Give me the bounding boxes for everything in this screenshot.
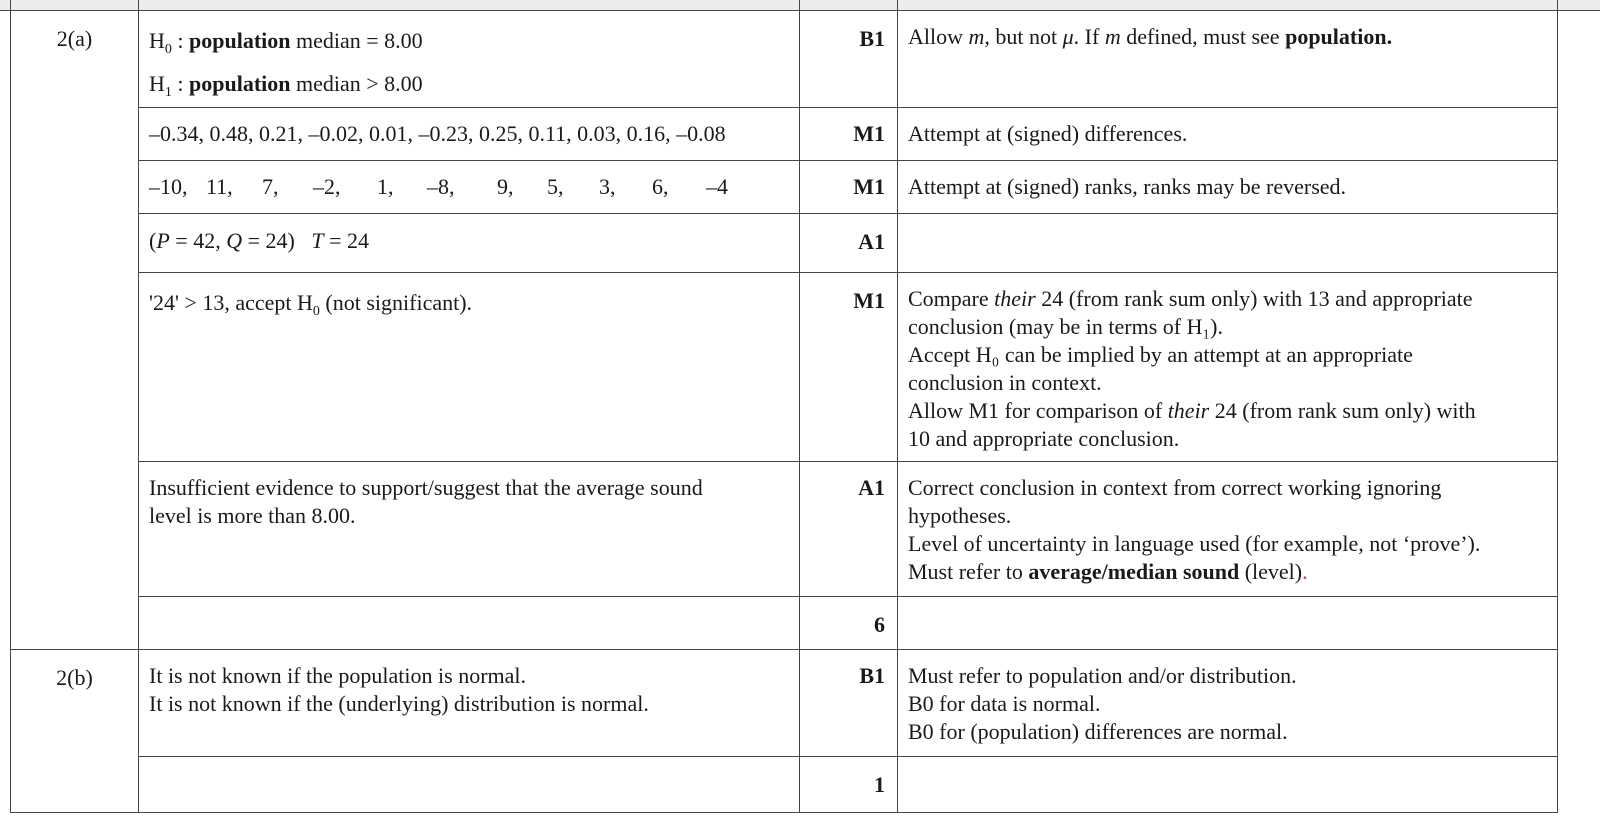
- table-row: [11, 757, 1558, 813]
- mark-cell: M1: [800, 108, 898, 161]
- test-statistic: (P = 42, Q = 24) T = 24: [149, 228, 369, 253]
- null-hypothesis: $H_0$ : population median = 8.00: [149, 28, 423, 57]
- alternative-hypothesis: $H_1$ : population median > 8.00: [149, 71, 423, 100]
- answer-cell: [139, 597, 800, 650]
- guidance-cell: Allow m, but not μ. If m defined, must see population.: [898, 11, 1558, 108]
- guidance-cell: [898, 214, 1558, 273]
- answer-cell: [139, 273, 800, 462]
- ranks-list: –10, 11, 7, –2, 1, –8, 9, 5, 3, 6, –4: [149, 174, 728, 199]
- guidance-cell: Compare their 24 (from rank sum only) with 13 and appropriate conclusion (may be in terms of H₁). Accept H₀ can be implied by an attempt at an appropriate conclusion in context. Allow M1 for comparison of their 24 (from rank sum only) with 10 and appropriate conclusion.: [898, 273, 1558, 462]
- answer-cell: [139, 757, 800, 813]
- question-number: 2(b): [11, 650, 139, 813]
- table-row: [11, 161, 1558, 214]
- answer-cell: Insufficient evidence to support/suggest that the average sound level is more than 8.00.: [139, 462, 800, 597]
- table-row: [11, 273, 1558, 462]
- mark-cell: M1: [800, 273, 898, 462]
- guidance-cell: Must refer to population and/or distribution. B0 for data is normal. B0 for (population) differences are normal.: [898, 650, 1558, 757]
- mark-scheme-table: [10, 10, 1558, 813]
- table-row: [11, 597, 1558, 650]
- mark-cell: A1: [800, 462, 898, 597]
- guidance-cell: [898, 597, 1558, 650]
- table-row: [11, 462, 1558, 597]
- answer-cell: [139, 11, 800, 108]
- mark-cell: B1: [800, 11, 898, 108]
- table-row: [11, 650, 1558, 757]
- comparison-text: '24' > 13, accept $H_0$ (not significant).: [149, 290, 473, 319]
- answer-cell: [139, 214, 800, 273]
- mark-cell: M1: [800, 161, 898, 214]
- answer-cell: It is not known if the population is normal. It is not known if the (underlying) distribution is normal.: [139, 650, 800, 757]
- differences-text: –0.34, 0.48, 0.21, –0.02, 0.01, –0.23, 0.25, 0.11, 0.03, 0.16, –0.08: [149, 121, 726, 146]
- answer-cell: [139, 108, 800, 161]
- guidance-cell: Attempt at (signed) differences.: [898, 108, 1558, 161]
- total-mark: 6: [800, 597, 898, 650]
- answer-cell: [139, 161, 800, 214]
- mark-cell: B1: [800, 650, 898, 757]
- total-mark: 1: [800, 757, 898, 813]
- question-number: 2(a): [11, 11, 139, 650]
- guidance-cell: [898, 757, 1558, 813]
- mark-cell: A1: [800, 214, 898, 273]
- table-row: [11, 214, 1558, 273]
- guidance-cell: Correct conclusion in context from correct working ignoring hypotheses. Level of uncertainty in language used (for example, not ‘prove’). Must refer to average/median sound (level).: [898, 462, 1558, 597]
- table-row: [11, 11, 1558, 108]
- table-row: [11, 108, 1558, 161]
- guidance-cell: Attempt at (signed) ranks, ranks may be reversed.: [898, 161, 1558, 214]
